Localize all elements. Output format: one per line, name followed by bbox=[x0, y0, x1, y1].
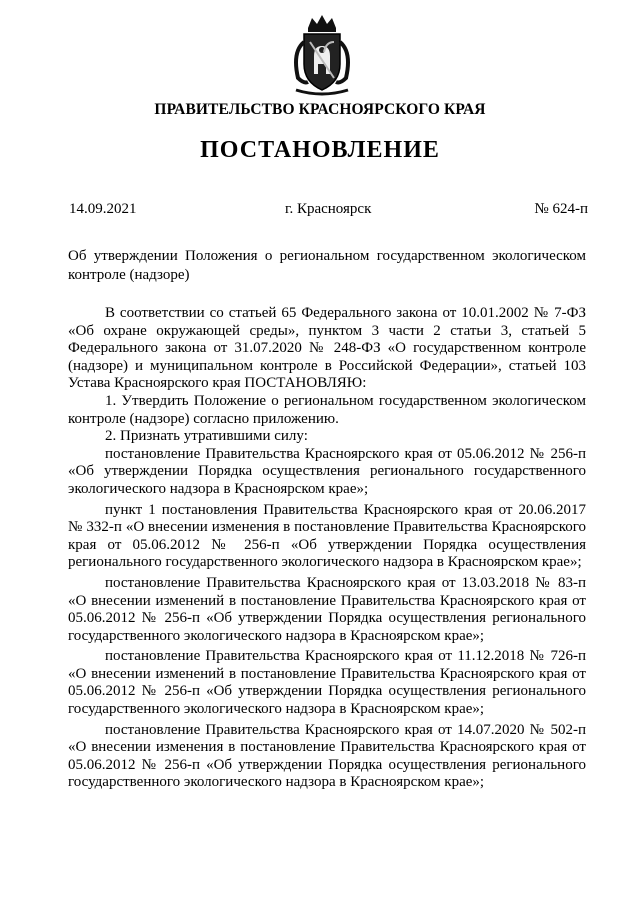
document-date: 14.09.2021 bbox=[69, 201, 137, 217]
repealed-act: постановление Правительства Красноярского края от 11.12.2018 № 726-п «О внесении изменений в постановление Правительства Красноярского края от 05.06.2012 № 256-п «Об утверждении Порядка осуществления регионального государственного экологического надзора в Красноярском крае»; bbox=[68, 648, 586, 718]
document-number: № 624-п bbox=[534, 201, 588, 217]
paragraph-item-2: 2. Признать утратившими силу: bbox=[105, 428, 308, 445]
repealed-act: постановление Правительства Красноярского края от 05.06.2012 № 256-п «Об утверждении Порядка осуществления регионального государственного экологического надзора в Красноярском крае»; bbox=[68, 445, 586, 497]
government-name: ПРАВИТЕЛЬСТВО КРАСНОЯРСКОГО КРАЯ bbox=[154, 101, 486, 118]
repealed-act: постановление Правительства Красноярского края от 14.07.2020 № 502-п «О внесении изменения в постановление Правительства Красноярского края от 05.06.2012 № 256-п «Об утверждении Порядка осуществления регионального государственного экологического надзора в Красноярском крае»; bbox=[68, 721, 586, 791]
document-subject: Об утверждении Положения о региональном государственном экологическом контроле (надзоре) bbox=[68, 248, 586, 283]
repealed-act: пункт 1 постановления Правительства Красноярского края от 20.06.2017 № 332-п «О внесении изменения в постановление Правительства Красноярского края от 05.06.2012 № 256-п «Об утверждении Порядка осуществления регионального государственного экологического надзора в Красноярском крае»; bbox=[68, 501, 586, 571]
paragraph-item-1: 1. Утвердить Положение о региональном государственном экологическом контроле (надзоре) согласно приложению. bbox=[68, 392, 586, 427]
paragraph-preamble: В соответствии со статьей 65 Федерального закона от 10.01.2002 № 7-ФЗ «Об охране окружающей среды», пунктом 3 части 2 статьи 3, статьей 5 Федерального закона от 31.07.2020 № 248-ФЗ «О государственном контроле (надзоре) и муниципальном контроле в Российской Федерации», статьей 103 Устава Красноярского края ПОСТАНОВЛЯЮ: bbox=[68, 305, 586, 392]
document-title: ПОСТАНОВЛЕНИЕ bbox=[200, 137, 440, 163]
document-body bbox=[68, 305, 586, 792]
document-city: г. Красноярск bbox=[285, 201, 372, 217]
repealed-act: постановление Правительства Красноярского края от 13.03.2018 № 83-п «О внесении изменений в постановление Правительства Красноярского края от 05.06.2012 № 256-п «Об утверждении Порядка осуществления регионального государственного экологического надзора в Красноярском крае»; bbox=[68, 574, 586, 644]
krasnoyarsk-coat-of-arms-icon bbox=[290, 12, 354, 98]
